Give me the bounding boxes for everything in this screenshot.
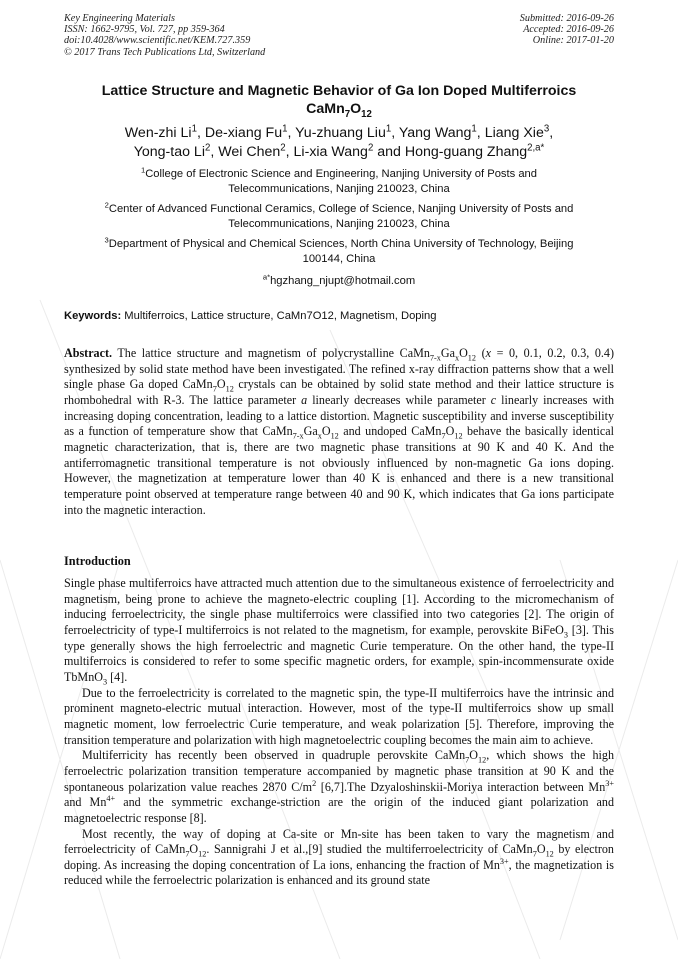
author-affiliation: 1 [191,123,197,135]
author-name: Li-xia Wang [293,144,368,160]
introduction-heading: Introduction [64,554,131,568]
journal-info [64,13,265,58]
copyright-line: © 2017 Trans Tech Publications Ltd, Switzerland [64,46,266,58]
abstract-label: Abstract. [64,346,113,360]
author-affiliation: 2,a* [527,142,545,154]
doi-line: doi:10.4028/www.scientific.net/KEM.727.359 [64,35,251,47]
title-line-1: Lattice Structure and Magnetic Behavior of Ga Ion Doped Multiferroics [101,83,577,99]
title-formula: $CaMn_7O_{12}$ [306,101,372,120]
author-affiliation: 1 [385,123,392,135]
paper-title [50,82,628,118]
introduction-body: Single phase multiferroics have attracted much attention due to the simultaneous existence of ferroelectricity and magnetism, being prone to achieve the magneto-electric coupling [1]. According to the micromechanism of inducing ferroelectricity, the single phase multiferroics were classified into two categories [2]. The origin of ferroelectricity of type-I multiferroics is not related to the magnetism, for example, perovskite BiFeO$_3$ [3]. This type generally shows the high ferroelectric and magnetic Curie temperature. On the other hand, the type-II multiferroics is considered to refer to some specific magnetic orders, for example, spin-incommensurate oxide TbMnO$_3$ [4]. Due to the ferroelectricity is correlated to the magnetic spin, the type-II multiferroics have the intrinsic and prominent magneto-electric mutual interaction. However, most of the type-II multiferroics show up small magnetic moment, low ferroelectric Curie temperature, and weak polarization [5]. Therefore, improving the transition temperature and polarization with high magnetoelectric coupling becomes the main aim to achieve. Multiferricity has recently been observed in quadruple perovskite $CaMn_7O_{12}$, which shows the high ferroelectric polarization transition temperature accompanied by magnetic phase transition at 90 K and the spontaneous polarization value reaches 2870 $C/m^2$ [6,7].The Dzyaloshinskii-Moriya interaction between $Mn^{3+}$ and $Mn^{4+}$ and the symmetric exchange-striction are the origin of the induced giant polarization and magnetoelectric response [8]. Most recently, the way of doping at Ca-site or Mn-site has been taken to vary the magnetism and ferroelectricity of $CaMn_7O_{12}$. Sannigrahi J et al.,[9] studied the multiferroelectricity of $CaMn_7O_{12}$ by electron doping. As increasing the doping concentration of La ions, enhancing the fraction of $Mn^{3+}$, the magnetization is reduced while the ferroelectric polarization is enhanced and its ground state [64,576,614,888]
author-affiliation: 2 [280,142,286,154]
issn-line: ISSN: 1662-9795, Vol. 727, pp 359-364 [64,24,225,36]
author-affiliation: 1 [471,123,477,135]
submission-dates [520,13,614,47]
keywords [64,309,614,323]
affiliation-1: $^1$College of Electronic Science and Engineering, Nanjing University of Posts and Telecommunications, Nanjing 210023, China [140,165,537,195]
online-date: Online: 2017-01-20 [532,35,614,47]
author-affiliation: 3 [543,123,550,135]
author-name: Wei Chen [218,144,281,160]
abstract: Abstract. The lattice structure and magnetism of polycrystalline $CaMn_{7-x}Ga_xO_{12}$ (x = 0, 0.1, 0.2, 0.3, 0.4) synthesized by solid state method have been investigated. The refined x-ray diffraction patterns show that a well single phase Ga doped $CaMn_7O_{12}$ crystals can be obtained by solid state method and their lattice structure is rhombohedral with R-3. The lattice parameter a linearly decreases while parameter c linearly increases with increasing doping concentration, leading to a lattice distortion. Magnetic susceptibility and inverse susceptibility as a function of temperature show that $CaMn_{7-x}Ga_xO_{12}$ and undoped $CaMn_7O_{12}$ behave the basically identical magnetic characterization, that is, there are two magnetic phase transitions at 90 K and 40 K. And the antiferromagnetic transitional temperature is not obviously influenced by non-magnetic Ga ions doping. However, the magnetization at temperature lower than 40 K is enhanced and there is a new transitional temperature point observed at temperature range between 40 and 90 K, which indicates that Ga ions participate into the magnetic interaction. [64,346,614,517]
email-address[interactable]: hgzhang_njupt@hotmail.com [270,275,416,287]
keywords-text: Multiferroics, Lattice structure, CaMn7O12, Magnetism, Doping [121,310,437,322]
affiliation-3: $^3$Department of Physical and Chemical Sciences, North China University of Technology, Beijing 100144, China [104,235,574,265]
author-name: De-xiang Fu [204,125,283,141]
author-name: Wen-zhi Li [124,125,192,141]
author-affiliation: 1 [282,123,288,135]
corresponding-email: $^{a*}$hgzhang_njupt@hotmail.com [262,272,416,287]
author-name: Yu-zhuang Liu [295,125,386,141]
accepted-date: Accepted: 2016-09-26 [523,24,614,36]
journal-name: Key Engineering Materials [64,13,175,24]
author-list [40,124,638,162]
submitted-date: Submitted: 2016-09-26 [519,13,614,24]
author-name: Yong-tao Li [133,144,205,160]
author-name: Yang Wang [398,125,472,141]
author-affiliation: 2 [204,142,211,154]
keywords-label: Keywords: [64,310,122,322]
author-name: Hong-guang Zhang [404,144,528,160]
author-affiliation: 2 [367,142,374,154]
author-line-2: Yong-tao Li$^2$, Wei Chen$^2$, Li-xia Wang$^2$ and Hong-guang Zhang$^{2,a*}$ [133,142,545,160]
affiliation-2: $^2$Center of Advanced Functional Ceramics, College of Science, Nanjing University of Posts and Telecommunications, Nanjing 210023, China [104,200,574,230]
author-name: Liang Xie [484,125,544,141]
author-line-1: Wen-zhi Li$^1$, De-xiang Fu$^1$, Yu-zhuang Liu$^1$, Yang Wang$^1$, Liang Xie$^3$, [124,123,554,141]
